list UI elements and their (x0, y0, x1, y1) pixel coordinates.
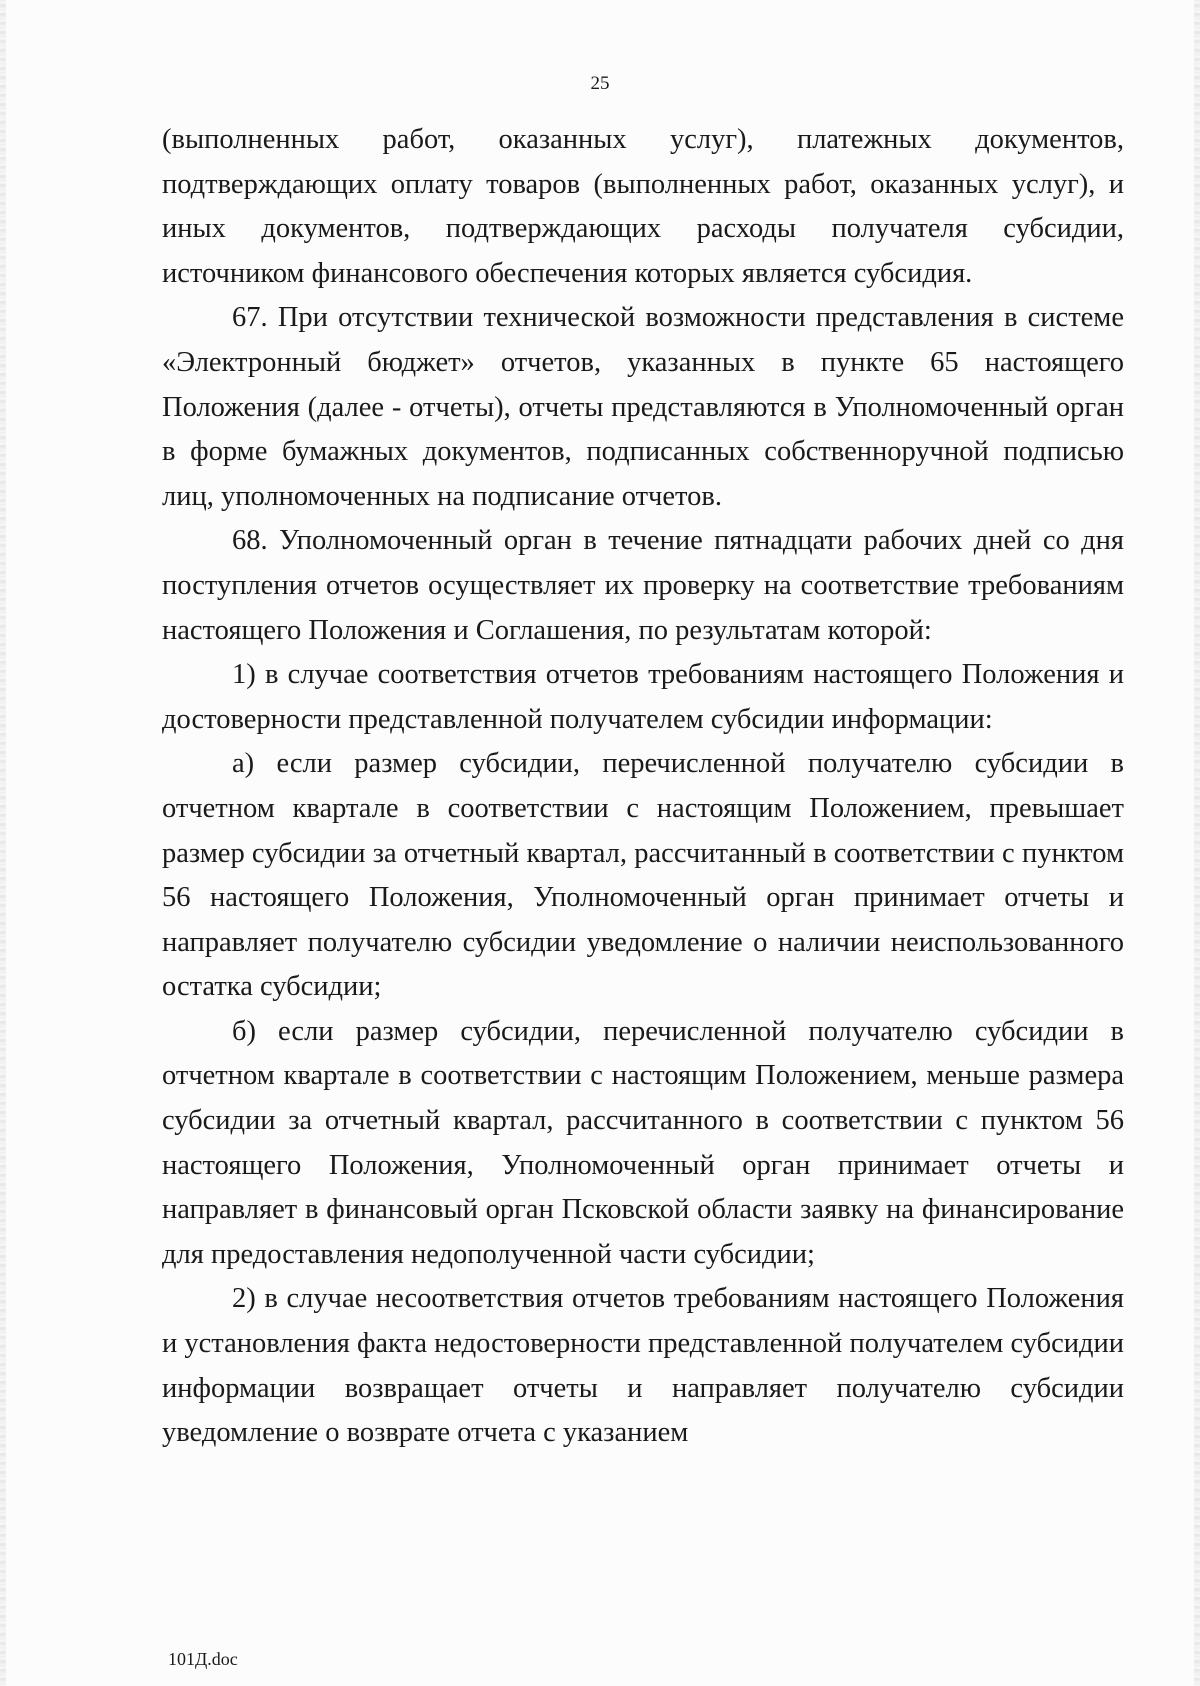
paragraph-68-item-2: 2) в случае несоответствия отчетов требованиям настоящего Положения и установления факта недостоверности представленной получателем субсидии информации возвращает отчеты и направляет получателю субсидии уведомление о возврате отчета с указанием (162, 1283, 1124, 1449)
footer-filename: 101Д.doc (168, 1649, 238, 1669)
paragraph-68-item-1: 1) в случае соответствия отчетов требованиям настоящего Положения и достоверности представленной получателем субсидии информации: (162, 659, 1124, 735)
document-body (162, 118, 1124, 1456)
paragraph-68-item-1-b: б) если размер субсидии, перечисленной получателю субсидии в отчетном квартале в соответствии с настоящим Положением, меньше размера субсидии за отчетный квартал, рассчитанного в соответствии с пунктом 56 настоящего Положения, Уполномоченный орган принимает отчеты и направляет в финансовый орган Псковской области заявку на финансирование для предоставления недополученной части субсидии; (162, 1015, 1124, 1270)
paragraph-67: 67. При отсутствии технической возможности представления в системе «Электронный бюджет» отчетов, указанных в пункте 65 настоящего Положения (далее - отчеты), отчеты представляются в Уполномоченный орган в форме бумажных документов, подписанных собственноручной подписью лиц, уполномоченных на подписание отчетов. (162, 302, 1124, 512)
paragraph-continuation: (выполненных работ, оказанных услуг), платежных документов, подтверждающих оплату товаров (выполненных работ, оказанных услуг), и иных документов, подтверждающих расходы получателя субсидии, источником финансового обеспечения которых является субсидия. (162, 124, 1124, 289)
page-number: 25 (590, 73, 610, 94)
paragraph-68-item-1-a: а) если размер субсидии, перечисленной получателю субсидии в отчетном квартале в соответствии с настоящим Положением, превышает размер субсидии за отчетный квартал, рассчитанный в соответствии с пунктом 56 настоящего Положения, Уполномоченный орган принимает отчеты и направляет получателю субсидии уведомление о наличии неиспользованного остатка субсидии; (162, 748, 1124, 1003)
paragraph-68: 68. Уполномоченный орган в течение пятнадцати рабочих дней со дня поступления отчетов осуществляет их проверку на соответствие требованиям настоящего Положения и Соглашения, по результатам которой: (162, 525, 1124, 646)
scan-edge-left (0, 0, 6, 1686)
scan-edge-right (1194, 0, 1200, 1686)
